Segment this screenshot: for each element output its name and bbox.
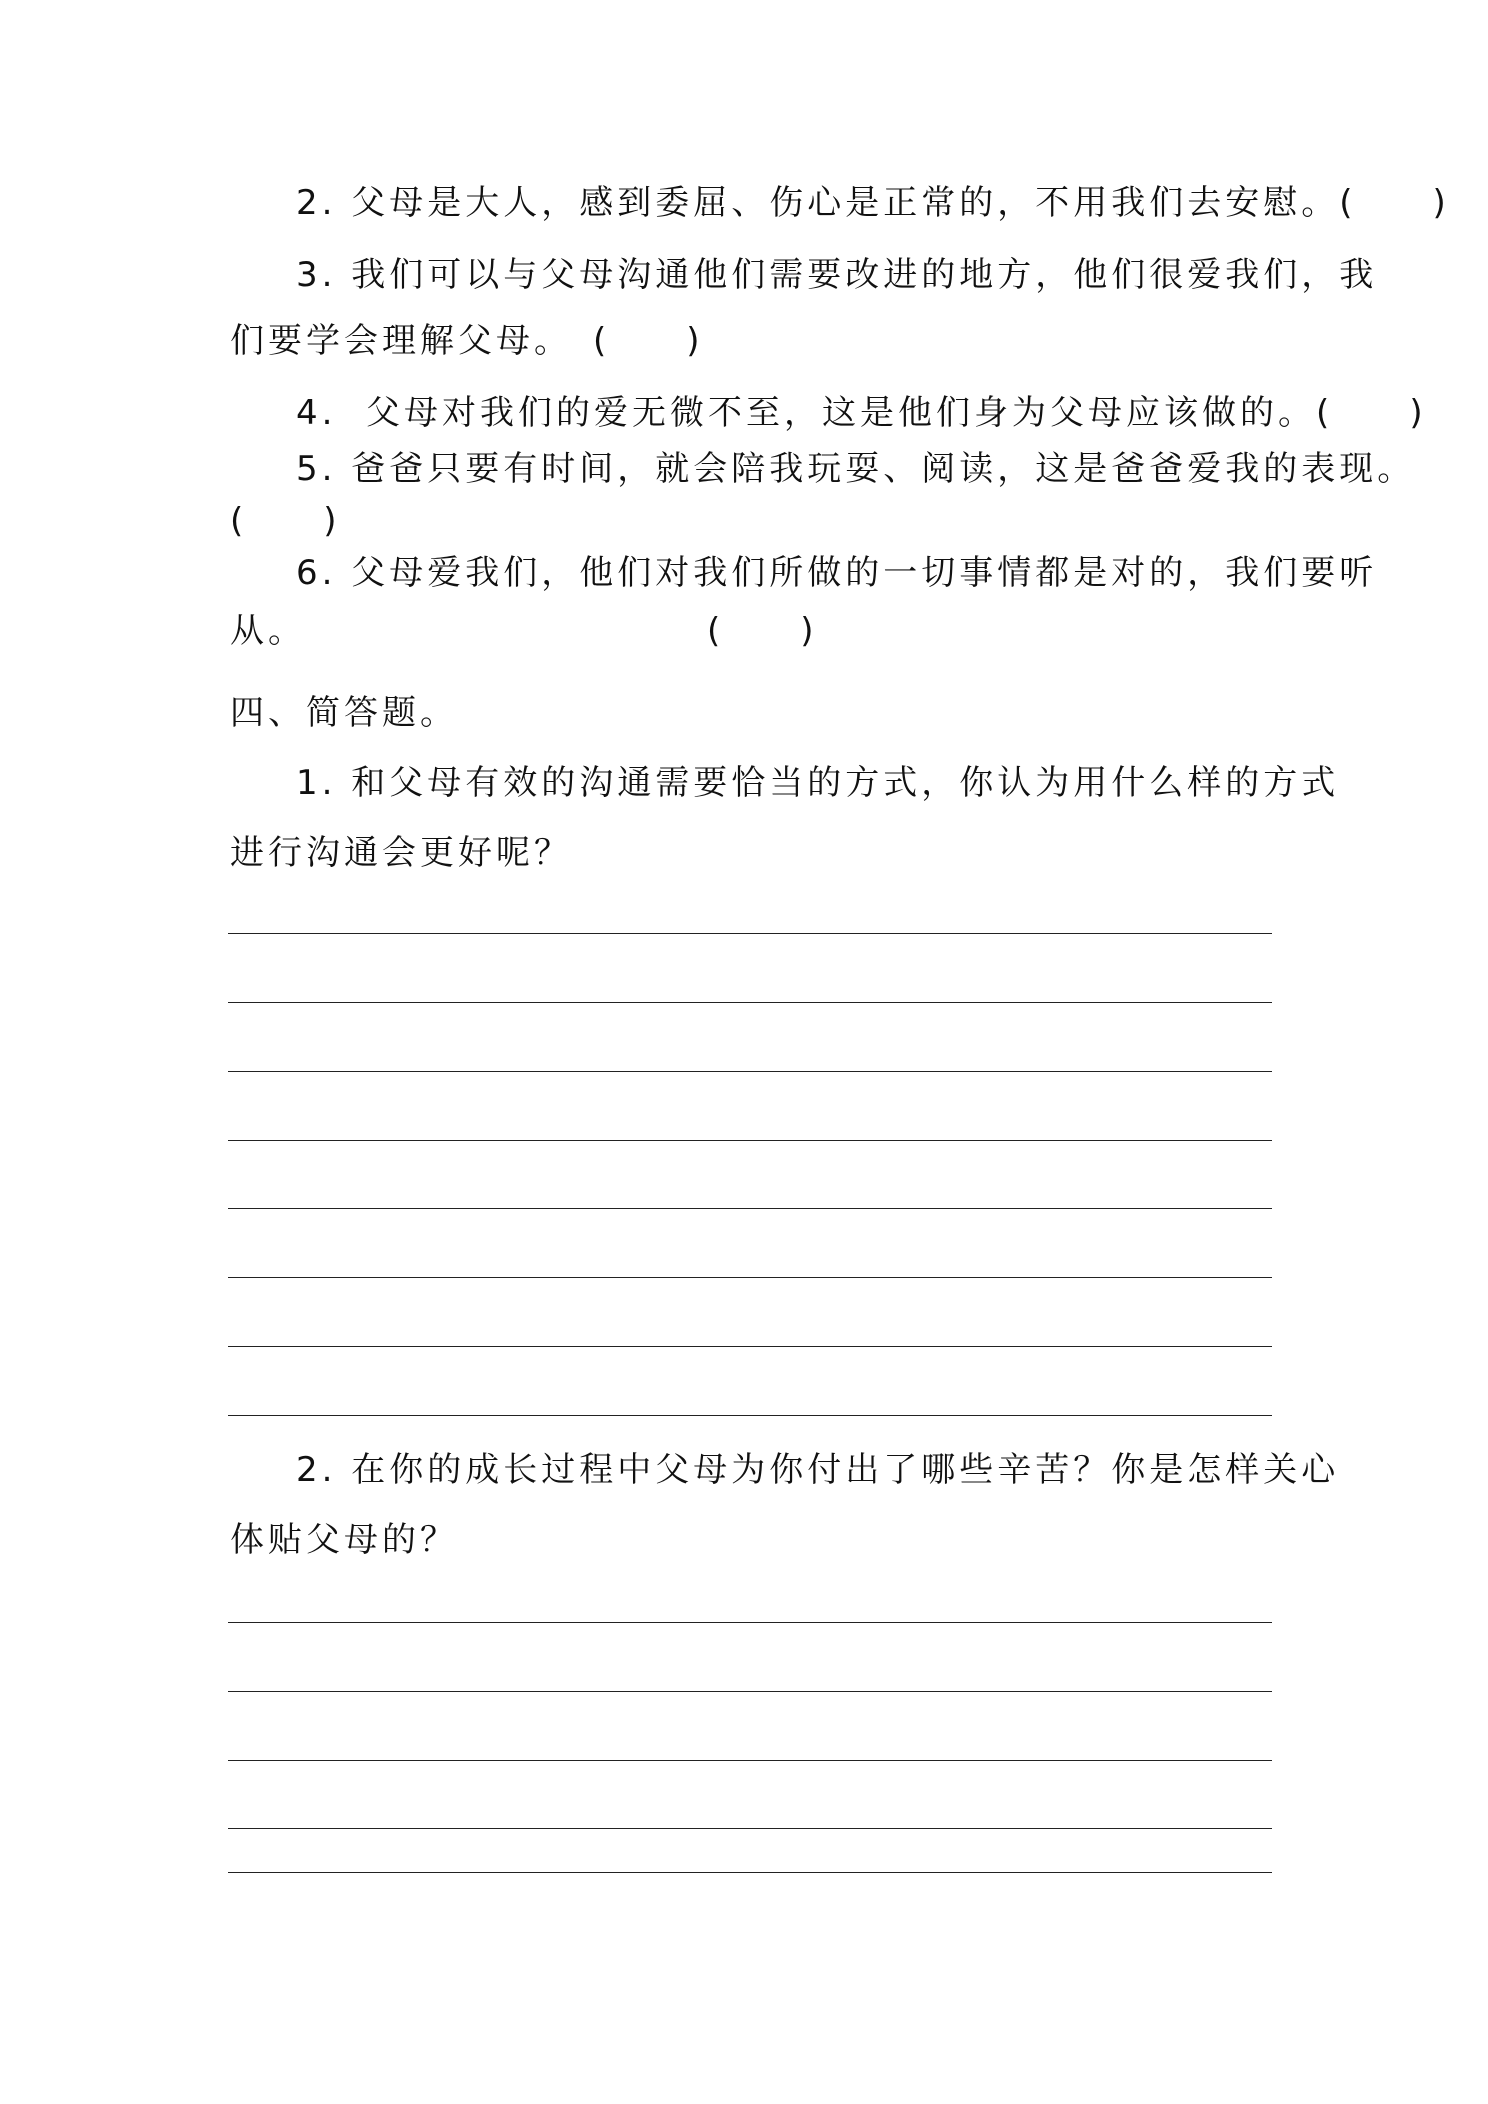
answer-line (228, 1346, 1272, 1347)
answer-line (228, 1140, 1272, 1141)
question-2-text-line2: 体贴父母的？ (230, 1520, 458, 1560)
item-6-text-line2: 从。 ( ) (230, 611, 818, 651)
answer-line (228, 1208, 1272, 1209)
answer-line (228, 1002, 1272, 1003)
answer-line (228, 1691, 1272, 1692)
item-5-text-line2: ( ) (230, 501, 341, 541)
section-4-heading: 四、简答题。 (230, 693, 458, 733)
item-5-text-line1: 5. 爸爸只要有时间，就会陪我玩耍、阅读，这是爸爸爱我的表现。 (296, 449, 1416, 489)
question-1-text-line1: 1. 和父母有效的沟通需要恰当的方式，你认为用什么样的方式 (296, 763, 1340, 803)
item-3-text-line2: 们要学会理解父母。 ( ) (230, 321, 704, 361)
question-2-text-line1: 2. 在你的成长过程中父母为你付出了哪些辛苦？你是怎样关心 (296, 1450, 1340, 1490)
answer-line (228, 1277, 1272, 1278)
answer-line (228, 1760, 1272, 1761)
item-2-text: 2. 父母是大人，感到委屈、伤心是正常的，不用我们去安慰。( ) (296, 183, 1450, 223)
item-4-text: 4. 父母对我们的爱无微不至，这是他们身为父母应该做的。( ) (296, 393, 1427, 433)
answer-line (228, 1872, 1272, 1873)
answer-line (228, 1415, 1272, 1416)
answer-line (228, 1828, 1272, 1829)
answer-line (228, 933, 1272, 934)
answer-line (228, 1071, 1272, 1072)
item-6-text-line1: 6. 父母爱我们，他们对我们所做的一切事情都是对的，我们要听 (296, 553, 1378, 593)
question-1-text-line2: 进行沟通会更好呢？ (230, 833, 572, 873)
item-3-text-line1: 3. 我们可以与父母沟通他们需要改进的地方，他们很爱我们，我 (296, 255, 1378, 295)
answer-line (228, 1622, 1272, 1623)
